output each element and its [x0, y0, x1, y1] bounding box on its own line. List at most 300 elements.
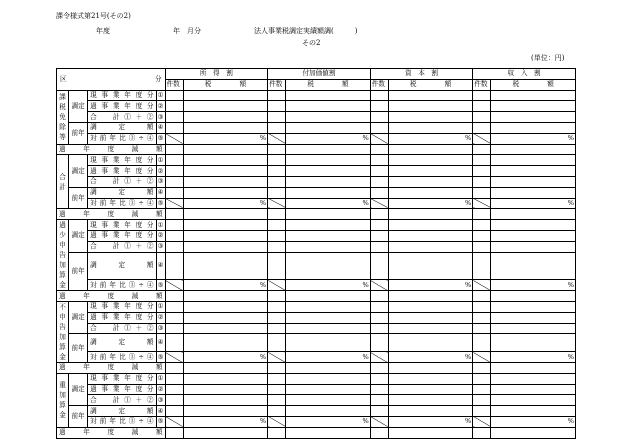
amount-cell[interactable] — [286, 373, 370, 384]
amount-cell[interactable] — [183, 230, 267, 241]
amount-cell[interactable] — [286, 122, 370, 133]
amount-cell[interactable] — [491, 209, 576, 220]
amount-cell[interactable] — [183, 241, 267, 252]
amount-cell[interactable] — [388, 166, 472, 177]
count-cell[interactable] — [268, 373, 286, 384]
count-cell[interactable] — [165, 241, 183, 252]
amount-cell[interactable] — [388, 90, 472, 101]
count-cell[interactable] — [165, 90, 183, 101]
amount-cell[interactable] — [183, 122, 267, 133]
amount-cell[interactable] — [491, 187, 576, 198]
count-cell[interactable] — [268, 406, 286, 417]
percent-cell: % — [183, 280, 267, 291]
count-cell[interactable] — [165, 187, 183, 198]
fiscal-year-label: 年度 — [96, 27, 110, 35]
amount-cell[interactable] — [183, 334, 267, 352]
amount-cell[interactable] — [491, 220, 576, 231]
percent-cell: % — [183, 133, 267, 144]
row-label: 調 定 額 — [88, 334, 156, 352]
percent-cell: % — [491, 133, 576, 144]
amount-cell[interactable] — [286, 334, 370, 352]
amount-cell[interactable] — [183, 406, 267, 417]
amount-cell[interactable] — [183, 176, 267, 187]
amount-cell[interactable] — [388, 291, 472, 302]
group-label — [57, 301, 69, 362]
kubun-right: 分 — [154, 74, 162, 83]
count-cell[interactable] — [370, 241, 388, 252]
count-cell[interactable] — [268, 166, 286, 177]
count-cell[interactable] — [268, 176, 286, 187]
row-label: 過事業年度分 — [88, 101, 156, 112]
count-cell[interactable] — [370, 209, 388, 220]
tax-amount-header — [183, 79, 267, 90]
count-cell[interactable] — [473, 230, 491, 241]
row-number: ② — [157, 166, 164, 175]
amount-cell[interactable] — [491, 252, 576, 280]
percent-cell: % — [491, 198, 576, 209]
amount-cell[interactable] — [388, 112, 472, 123]
count-cell[interactable] — [268, 384, 286, 395]
count-cell[interactable] — [268, 252, 286, 280]
amount-cell[interactable] — [183, 312, 267, 323]
amount-cell[interactable] — [388, 122, 472, 133]
count-cell[interactable] — [165, 312, 183, 323]
count-cell[interactable] — [473, 373, 491, 384]
count-cell[interactable] — [473, 362, 491, 373]
count-cell[interactable] — [370, 291, 388, 302]
count-cell[interactable] — [268, 90, 286, 101]
column-header — [268, 69, 371, 80]
row-number: ① — [157, 155, 164, 164]
row-label: 現事業年度分 — [88, 220, 156, 231]
count-cell[interactable] — [473, 301, 491, 312]
amount-cell[interactable] — [183, 90, 267, 101]
amount-cell[interactable] — [183, 166, 267, 177]
table-row — [57, 416, 576, 427]
amount-cell[interactable] — [491, 384, 576, 395]
row-label: 合 計①＋② — [88, 112, 156, 123]
zennen-label: 前年 — [69, 187, 88, 209]
row-label: 対前年比③÷④ — [88, 133, 156, 144]
count-cell[interactable] — [473, 291, 491, 302]
group-label — [57, 90, 69, 144]
amount-label: 額 — [547, 80, 554, 89]
row-number: ① — [157, 302, 164, 311]
amount-cell[interactable] — [491, 291, 576, 302]
amount-cell[interactable] — [286, 112, 370, 123]
count-cell[interactable] — [473, 187, 491, 198]
amount-cell[interactable] — [286, 176, 370, 187]
column-header — [165, 69, 268, 80]
amount-cell[interactable] — [183, 427, 267, 438]
row-label: 合 計①＋② — [88, 176, 156, 187]
table-row — [57, 241, 576, 252]
amount-cell[interactable] — [286, 101, 370, 112]
amount-cell[interactable] — [491, 230, 576, 241]
kubun-header — [57, 69, 166, 91]
count-cell[interactable] — [370, 373, 388, 384]
amount-cell[interactable] — [286, 384, 370, 395]
amount-cell[interactable] — [388, 312, 472, 323]
count-cell[interactable] — [473, 312, 491, 323]
amount-cell[interactable] — [388, 220, 472, 231]
amount-cell[interactable] — [491, 406, 576, 417]
amount-cell[interactable] — [388, 406, 472, 417]
percent-cell: % — [491, 416, 576, 427]
table-row — [57, 280, 576, 291]
count-cell[interactable] — [370, 406, 388, 417]
amount-cell[interactable] — [286, 166, 370, 177]
amount-cell[interactable] — [491, 101, 576, 112]
diagonal-cell — [473, 133, 491, 144]
amount-cell[interactable] — [491, 373, 576, 384]
table-row — [57, 373, 576, 384]
count-cell[interactable] — [370, 384, 388, 395]
percent-cell: % — [388, 352, 472, 363]
amount-cell[interactable] — [388, 101, 472, 112]
count-cell[interactable] — [268, 312, 286, 323]
count-cell[interactable] — [165, 230, 183, 241]
count-cell[interactable] — [165, 155, 183, 166]
row-label: 合 計①＋② — [88, 241, 156, 252]
count-cell[interactable] — [268, 112, 286, 123]
count-cell[interactable] — [370, 112, 388, 123]
amount-cell[interactable] — [388, 395, 472, 406]
amount-cell[interactable] — [183, 112, 267, 123]
diagonal-cell — [370, 280, 388, 291]
table-row — [57, 312, 576, 323]
count-cell[interactable] — [370, 252, 388, 280]
count-header: 件数 — [473, 79, 491, 90]
count-cell[interactable] — [473, 176, 491, 187]
tax-record-table — [56, 68, 576, 439]
count-cell[interactable] — [165, 176, 183, 187]
count-cell[interactable] — [473, 144, 491, 155]
count-cell[interactable] — [165, 291, 183, 302]
percent-cell: % — [286, 198, 370, 209]
count-cell[interactable] — [473, 209, 491, 220]
amount-cell[interactable] — [491, 334, 576, 352]
count-cell[interactable] — [268, 241, 286, 252]
count-header: 件数 — [370, 79, 388, 90]
tax-amount-label — [390, 80, 471, 89]
diagonal-cell — [370, 198, 388, 209]
amount-cell[interactable] — [286, 312, 370, 323]
count-cell[interactable] — [370, 122, 388, 133]
amount-cell[interactable] — [286, 301, 370, 312]
count-cell[interactable] — [473, 334, 491, 352]
count-cell[interactable] — [473, 90, 491, 101]
count-cell[interactable] — [268, 101, 286, 112]
column-name: 付加価値割 — [302, 69, 336, 78]
amount-cell[interactable] — [388, 252, 472, 280]
amount-cell[interactable] — [491, 122, 576, 133]
group-name: 課税免除等 — [59, 93, 66, 142]
amount-cell[interactable] — [183, 362, 267, 373]
amount-cell[interactable] — [388, 241, 472, 252]
count-cell[interactable] — [473, 427, 491, 438]
count-cell[interactable] — [165, 220, 183, 231]
unit-label: (単位：円) — [531, 54, 565, 62]
amount-cell[interactable] — [286, 427, 370, 438]
count-cell[interactable] — [370, 312, 388, 323]
count-cell[interactable] — [473, 395, 491, 406]
table-row — [57, 427, 576, 438]
count-cell[interactable] — [165, 166, 183, 177]
amount-cell[interactable] — [183, 101, 267, 112]
amount-cell[interactable] — [286, 144, 370, 155]
count-cell[interactable] — [473, 122, 491, 133]
count-cell[interactable] — [165, 384, 183, 395]
count-cell[interactable] — [370, 230, 388, 241]
chotei-label: 調定 — [69, 373, 88, 405]
row-label: 対前年比③÷④ — [88, 280, 156, 291]
amount-cell[interactable] — [491, 312, 576, 323]
table-row — [57, 301, 576, 312]
amount-cell[interactable] — [286, 291, 370, 302]
row-label: 過事業年度分 — [88, 384, 156, 395]
group-name: 不申告加算金 — [59, 302, 66, 361]
table-row — [57, 395, 576, 406]
count-cell[interactable] — [268, 122, 286, 133]
amount-cell[interactable] — [388, 362, 472, 373]
count-cell[interactable] — [473, 101, 491, 112]
count-cell[interactable] — [370, 144, 388, 155]
amount-cell[interactable] — [183, 323, 267, 334]
amount-cell[interactable] — [286, 155, 370, 166]
amount-cell[interactable] — [286, 90, 370, 101]
chotei-label: 調定 — [69, 90, 88, 122]
month-label: 年 月分 — [173, 27, 201, 35]
row-label: 対前年比③÷④ — [88, 198, 156, 209]
amount-cell[interactable] — [388, 187, 472, 198]
count-cell[interactable] — [473, 241, 491, 252]
count-cell[interactable] — [165, 373, 183, 384]
count-cell[interactable] — [370, 334, 388, 352]
percent-cell: % — [491, 352, 576, 363]
group-name: 過少申告加算金 — [59, 221, 66, 290]
count-cell[interactable] — [473, 406, 491, 417]
row-number: ③ — [157, 112, 164, 121]
count-cell[interactable] — [473, 155, 491, 166]
count-cell[interactable] — [165, 101, 183, 112]
count-cell[interactable] — [370, 187, 388, 198]
amount-cell[interactable] — [388, 155, 472, 166]
amount-cell[interactable] — [388, 144, 472, 155]
count-cell[interactable] — [165, 406, 183, 417]
amount-cell[interactable] — [286, 220, 370, 231]
amount-cell[interactable] — [388, 209, 472, 220]
count-cell[interactable] — [165, 362, 183, 373]
count-cell[interactable] — [370, 166, 388, 177]
table-row — [57, 334, 576, 352]
percent-cell: % — [491, 280, 576, 291]
count-cell[interactable] — [370, 301, 388, 312]
diagonal-cell — [165, 280, 183, 291]
count-cell[interactable] — [165, 395, 183, 406]
zennen-label: 前年 — [69, 252, 88, 291]
row-number: ③ — [157, 177, 164, 186]
amount-cell[interactable] — [286, 362, 370, 373]
diagonal-cell — [165, 416, 183, 427]
amount-cell[interactable] — [388, 384, 472, 395]
amount-cell[interactable] — [183, 144, 267, 155]
amount-cell[interactable] — [286, 230, 370, 241]
amount-cell[interactable] — [388, 301, 472, 312]
amount-cell[interactable] — [183, 291, 267, 302]
count-cell[interactable] — [370, 395, 388, 406]
percent-cell: % — [183, 352, 267, 363]
table-row — [57, 198, 576, 209]
row-label: 現事業年度分 — [88, 301, 156, 312]
row-label: 現事業年度分 — [88, 373, 156, 384]
row-label: 合 計①＋② — [88, 395, 156, 406]
count-cell[interactable] — [268, 323, 286, 334]
amount-cell[interactable] — [491, 166, 576, 177]
row-number: ③ — [157, 323, 164, 332]
tax-label: 税 — [204, 80, 212, 89]
count-cell[interactable] — [370, 155, 388, 166]
kagen-label: 過 年 度 減 額 — [57, 291, 166, 302]
amount-cell[interactable] — [491, 144, 576, 155]
count-cell[interactable] — [268, 362, 286, 373]
zennen-label: 前年 — [69, 406, 88, 428]
amount-cell[interactable] — [491, 241, 576, 252]
amount-cell[interactable] — [388, 323, 472, 334]
count-cell[interactable] — [370, 176, 388, 187]
count-cell[interactable] — [370, 427, 388, 438]
amount-cell[interactable] — [491, 395, 576, 406]
diagonal-cell — [473, 352, 491, 363]
document-title: 法人事業税調定実績額調( ) — [254, 27, 358, 35]
count-cell[interactable] — [165, 144, 183, 155]
count-cell[interactable] — [473, 166, 491, 177]
row-label: 対前年比③÷④ — [88, 352, 156, 363]
amount-cell[interactable] — [183, 155, 267, 166]
column-header — [370, 69, 473, 80]
kubun-left: 区 — [60, 74, 67, 83]
count-cell[interactable] — [473, 112, 491, 123]
amount-cell[interactable] — [183, 187, 267, 198]
amount-cell[interactable] — [388, 176, 472, 187]
amount-cell[interactable] — [388, 427, 472, 438]
count-cell[interactable] — [165, 252, 183, 280]
count-cell[interactable] — [268, 395, 286, 406]
amount-cell[interactable] — [491, 427, 576, 438]
tax-amount-header — [388, 79, 472, 90]
count-cell[interactable] — [268, 291, 286, 302]
count-cell[interactable] — [268, 155, 286, 166]
count-cell[interactable] — [165, 122, 183, 133]
row-label: 現事業年度分 — [88, 155, 156, 166]
amount-cell[interactable] — [491, 362, 576, 373]
amount-cell[interactable] — [183, 252, 267, 280]
amount-cell[interactable] — [286, 187, 370, 198]
amount-cell[interactable] — [183, 384, 267, 395]
row-number: ① — [157, 374, 164, 383]
count-cell[interactable] — [268, 427, 286, 438]
tax-amount-label — [185, 80, 266, 89]
count-cell[interactable] — [473, 384, 491, 395]
count-cell[interactable] — [370, 220, 388, 231]
count-cell[interactable] — [268, 144, 286, 155]
amount-cell[interactable] — [183, 395, 267, 406]
row-label: 合 計①＋② — [88, 323, 156, 334]
column-name: 収 入 割 — [507, 69, 541, 78]
amount-cell[interactable] — [491, 155, 576, 166]
amount-cell[interactable] — [183, 220, 267, 231]
count-cell[interactable] — [268, 301, 286, 312]
count-cell[interactable] — [165, 209, 183, 220]
amount-cell[interactable] — [286, 323, 370, 334]
amount-cell[interactable] — [491, 176, 576, 187]
row-label: 過事業年度分 — [88, 230, 156, 241]
count-cell[interactable] — [473, 252, 491, 280]
row-label: 調 定 額 — [88, 122, 156, 133]
count-cell[interactable] — [165, 112, 183, 123]
amount-cell[interactable] — [491, 112, 576, 123]
count-cell[interactable] — [165, 301, 183, 312]
amount-cell[interactable] — [286, 406, 370, 417]
tax-label: 税 — [307, 80, 314, 89]
amount-cell[interactable] — [286, 395, 370, 406]
diagonal-cell — [473, 416, 491, 427]
tax-amount-header — [491, 79, 576, 90]
count-cell[interactable] — [165, 323, 183, 334]
count-cell[interactable] — [268, 220, 286, 231]
amount-cell[interactable] — [183, 301, 267, 312]
count-cell[interactable] — [473, 323, 491, 334]
amount-cell[interactable] — [388, 230, 472, 241]
amount-cell[interactable] — [491, 301, 576, 312]
table-row — [57, 101, 576, 112]
count-cell[interactable] — [370, 101, 388, 112]
amount-cell[interactable] — [286, 241, 370, 252]
table-row — [57, 122, 576, 133]
row-number: ⑤ — [157, 198, 164, 207]
count-cell[interactable] — [268, 209, 286, 220]
count-cell[interactable] — [268, 334, 286, 352]
count-cell[interactable] — [370, 323, 388, 334]
count-cell[interactable] — [370, 90, 388, 101]
kagen-label: 過 年 度 減 額 — [57, 362, 166, 373]
amount-cell[interactable] — [286, 252, 370, 280]
count-cell[interactable] — [473, 220, 491, 231]
row-label: 調 定 額 — [88, 187, 156, 198]
row-number: ④ — [157, 188, 164, 197]
amount-cell[interactable] — [183, 373, 267, 384]
row-number: ① — [157, 220, 164, 229]
count-cell[interactable] — [370, 362, 388, 373]
diagonal-cell — [473, 280, 491, 291]
row-number: ① — [157, 90, 164, 99]
amount-cell[interactable] — [183, 209, 267, 220]
amount-cell[interactable] — [286, 209, 370, 220]
amount-cell[interactable] — [388, 373, 472, 384]
amount-cell[interactable] — [491, 90, 576, 101]
count-cell[interactable] — [165, 427, 183, 438]
amount-cell[interactable] — [388, 334, 472, 352]
diagonal-cell — [268, 280, 286, 291]
count-cell[interactable] — [268, 230, 286, 241]
diagonal-cell — [370, 133, 388, 144]
percent-cell: % — [286, 133, 370, 144]
table-row — [57, 252, 576, 280]
diagonal-cell — [165, 352, 183, 363]
amount-cell[interactable] — [491, 323, 576, 334]
count-cell[interactable] — [165, 334, 183, 352]
count-cell[interactable] — [268, 187, 286, 198]
